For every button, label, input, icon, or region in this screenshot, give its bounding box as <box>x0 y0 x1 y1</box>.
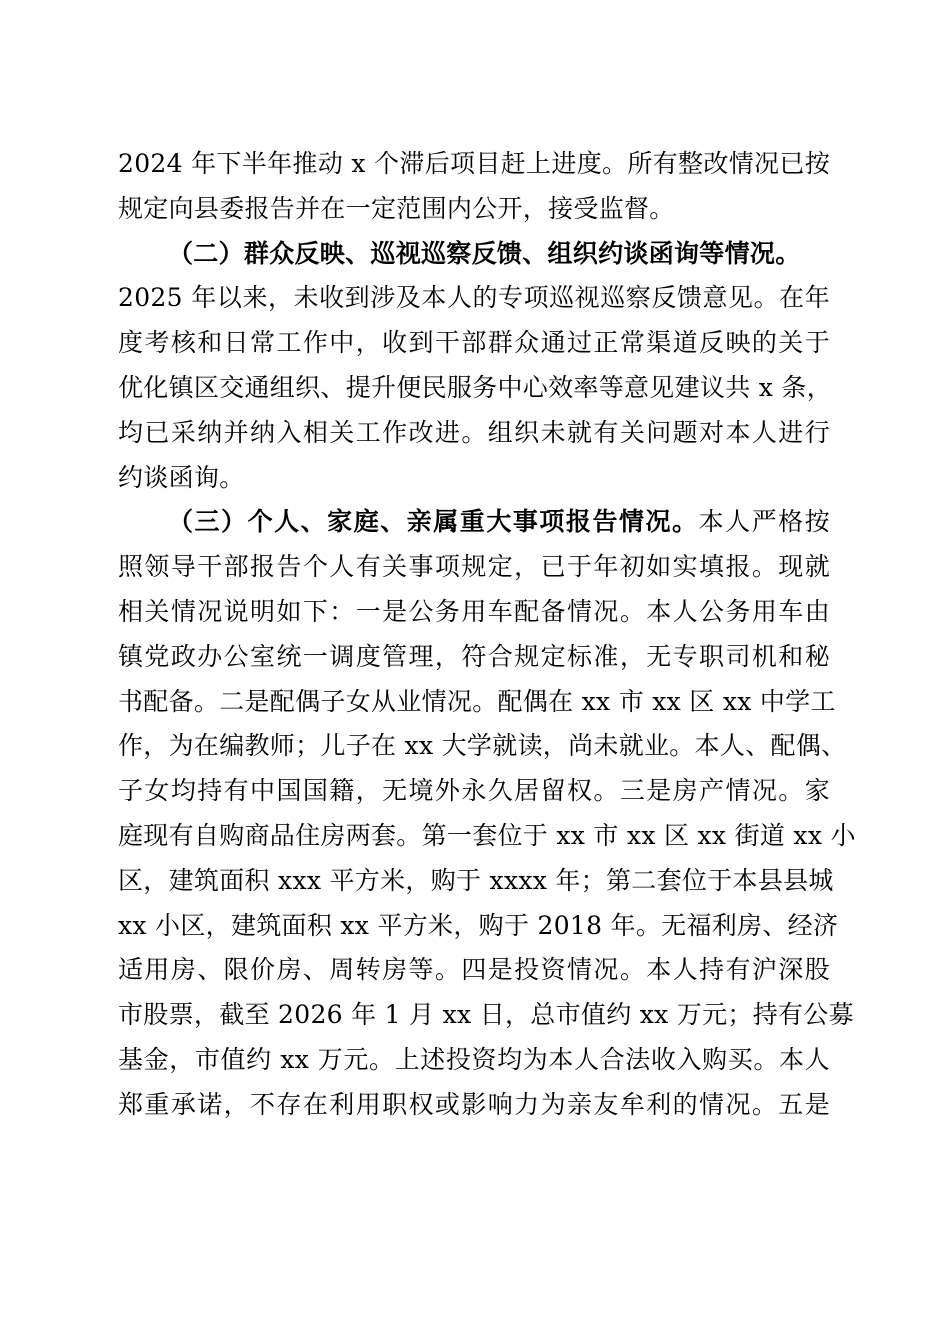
text-line: 2025 年以来，未收到涉及本人的专项巡视巡察反馈意见。在年 <box>118 283 830 313</box>
text-line: 2024 年下半年推动 x 个滞后项目赶上进度。所有整改情况已按 <box>118 149 830 178</box>
document-page <box>118 142 856 1128</box>
text-line: 市股票，截至 2026 年 1 月 xx 日，总市值约 xx 万元；持有公募 <box>118 1000 854 1030</box>
section-heading-3-line <box>118 500 830 545</box>
text-line: xx 小区，建筑面积 xx 平方米，购于 2018 年。无福利房、经济 <box>118 910 839 940</box>
text-line: 基金，市值约 xx 万元。上述投资均为本人合法收入购买。本人 <box>118 1044 830 1074</box>
text-line: 照领导干部报告个人有关事项规定，已于年初如实填报。现就 <box>118 552 830 582</box>
section-heading-2: （二）群众反映、巡视巡察反馈、组织约谈函询等情况。 <box>168 238 801 268</box>
text-line: 规定向县委报告并在一定范围内公开，接受监督。 <box>118 193 675 223</box>
text-line: 相关情况说明如下：一是公务用车配备情况。本人公务用车由 <box>118 596 830 626</box>
text-line: 适用房、限价房、周转房等。四是投资情况。本人持有沪深股 <box>118 955 830 985</box>
text-line: 书配备。二是配偶子女从业情况。配偶在 xx 市 xx 区 xx 中学工 <box>118 686 836 716</box>
text-line: 区，建筑面积 xxx 平方米，购于 xxxx 年；第二套位于本县县城 <box>118 865 834 895</box>
heading-tail-text: 本人严格按 <box>698 507 830 537</box>
text-line: 镇党政办公室统一调度管理，符合规定标准，无专职司机和秘 <box>118 641 830 671</box>
text-line: 优化镇区交通组织、提升便民服务中心效率等意见建议共 x 条， <box>118 372 832 402</box>
section-heading-3: （三）个人、家庭、亲属重大事项报告情况。 <box>168 507 699 537</box>
text-line: 庭现有自购商品住房两套。第一套位于 xx 市 xx 区 xx 街道 xx 小 <box>118 820 856 850</box>
text-line: 均已采纳并纳入相关工作改进。组织未就有关问题对本人进行 <box>118 417 830 447</box>
text-line: 郑重承诺，不存在利用职权或影响力为亲友牟利的情况。五是 <box>118 1089 830 1119</box>
text-line: 子女均持有中国国籍，无境外永久居留权。三是房产情况。家 <box>118 776 830 806</box>
text-line: 约谈函询。 <box>118 462 245 492</box>
text-line: 作，为在编教师；儿子在 xx 大学就读，尚未就业。本人、配偶、 <box>118 731 847 761</box>
text-line: 度考核和日常工作中，收到干部群众通过正常渠道反映的关于 <box>118 328 830 358</box>
